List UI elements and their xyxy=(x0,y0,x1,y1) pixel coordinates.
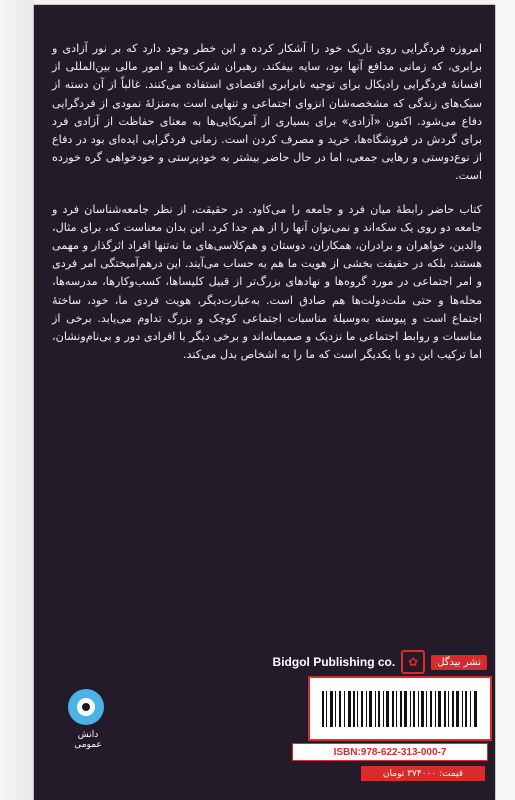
barcode-icon xyxy=(320,689,480,729)
publisher-logo-icon: ✿ xyxy=(401,650,425,674)
publisher-row xyxy=(253,651,487,673)
imprint-eye-icon xyxy=(68,689,104,725)
blurb-paragraph-2: کتاب حاضر رابطهٔ میان فرد و جامعه را می‌کاود. در حقیقت، از نظر جامعه‌شناسان فرد و جامعه دو روی یک سکه‌اند و نمی‌توان آنها را از هم جدا کرد. این بدان معناست که، برای مثال، والدین، خواهران و برادران، همکاران، دوستان و هم‌کلاسی‌های ما نه‌تنها افراد اثرگذار و مهمی هستند، بلکه در حقیقت بخشی از هویت ما هم به حساب می‌آیند. این درهم‌آمیختگی امر فردی و امر اجتماعی در مورد گروه‌ها و نهادهای بزرگ‌تر از قبیل کلیساها، کسب‌وکارها، مدرسه‌ها، محله‌ها و حتی ملت‌دولت‌ها هم صادق است. به‌عبارت‌دیگر، هویت فردی ما، خود، ساختهٔ اجتماع است و پیوسته به‌وسیلهٔ مناسبات اجتماعی کوچک و بزرگ تداوم می‌یابد. برخی از مناسبات و روابط اجتماعی ما نزدیک و صمیمانه‌اند و برخی دیگر با افرادی دور و بی‌نام‌ونشان، اما ترکیب این دو با یکدیگر است که ما را به اشخاص بدل می‌کند. xyxy=(52,202,482,362)
eye-white xyxy=(77,698,95,716)
blurb xyxy=(52,40,482,379)
publisher-name-persian: نشر بیدگل xyxy=(431,655,487,670)
isbn-label: ISBN:978-622-313-000-7 xyxy=(292,743,488,761)
page-edge-left xyxy=(0,0,34,800)
price-label: قیمت: ۳۷۴۰۰۰ تومان xyxy=(361,766,485,781)
blurb-paragraph-1: امروزه فردگرایی روی تاریک خود را آشکار کرده و این خطر وجود دارد که بر نور آزادی و برابری، که زمانی مدافع آنها بود، سایه بیفکند. رهبران شرکت‌ها و امور مالی بین‌المللی از افسانهٔ فردگرایی رادیکال برای توجیه نابرابری اقتصادی استفاده می‌کنند. غالباً از آن دسته از سبک‌های زندگی که مشخصه‌شان انزوای اجتماعی و تنهایی است به‌منزلهٔ نمودی از فردگرایی دفاع می‌شود. اکنون «آزادی» برای بسیاری از آمریکایی‌ها به معنای حفاظت از آزادی فرد برای گردش در فروشگاه‌ها، خرید و مصرف کردن است. زمانی فردگرایی ایده‌ای بود در دفاع از نوع‌دوستی و رهایی جمعی، اما در حال حاضر بیشتر به خودپرستی و خودخواهی گره خورده است. xyxy=(52,42,482,183)
publisher-name-english: Bidgol Publishing co. xyxy=(272,655,396,669)
eye-pupil xyxy=(82,703,90,711)
page-edge-right xyxy=(495,0,515,800)
imprint-label: دانش عمومی xyxy=(74,730,102,750)
barcode xyxy=(308,676,492,741)
